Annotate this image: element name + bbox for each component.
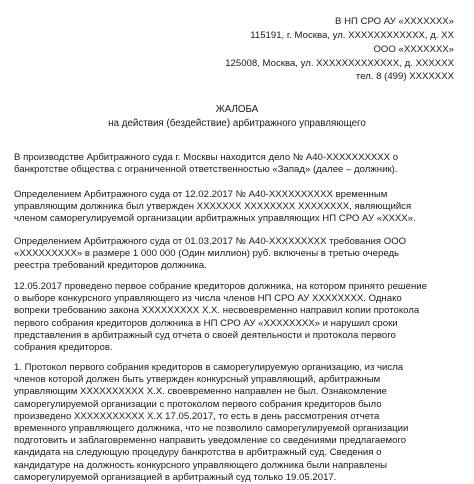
text-line: кандидата на следующую процедуру банкротства в арбитражный суд. Сведения о <box>14 447 382 459</box>
paragraph-appointment <box>14 189 460 226</box>
text-line: управляющим должника был утвержден ХХХХХХХ ХХХХХХХХ ХХХХХХХХ, являющийся <box>14 201 412 213</box>
text-line: собрания кредиторов. <box>14 342 113 354</box>
paragraph-claims <box>14 236 460 273</box>
text-line: членом саморегулируемой организации арбитражных управляющих НП СРО АУ «ХХХХ». <box>14 213 416 225</box>
text-line: представления в арбитражный суд отчета о своей деятельности и протокола первого <box>14 329 396 341</box>
text-line: банкротстве общества с ограниченной ответственностью «Запад» (далее – должник). <box>14 164 398 176</box>
text-line: 1. Протокол первого собрания кредиторов в саморегулируемую организацию, из числа <box>14 362 404 373</box>
text-line: саморегулируемой организации с протоколом первого собрания кредиторов было <box>14 398 382 410</box>
text-line: Определением Арбитражного суда от 01.03.2017 № А40-ХХХХХХХХХ требования ООО <box>14 236 407 247</box>
addressee-address-line: 115191, г. Москва, ул. ХХХХХХХХХХХХ, д. ХХ <box>250 30 454 41</box>
text-line: кандидатуре на должность конкурсного управляющего должника были направлены <box>14 459 388 471</box>
text-line-with-cursor <box>14 411 460 423</box>
paragraph-case-info <box>14 152 460 176</box>
paragraph-point-1 <box>14 362 460 484</box>
text-line: саморегулируемой организацией в арбитражный суд только 19.05.2017. <box>14 471 337 483</box>
text-segment: произведено ХХХХХХХХХХХ Х.Х 17.05.2017, то есть в день рассмотрения отчета <box>14 410 380 422</box>
text-line: временного управляющего должника, что не позволило саморегулируемой организации <box>14 423 409 435</box>
text-line: первого собрания кредиторов должника в НП СРО АУ «ХХХХХХХХ» и нарушил сроки <box>14 317 398 329</box>
text-line: В производстве Арбитражного суда г. Москвы находится дело № А40-ХХХХХХХХХХ о <box>14 152 399 163</box>
addressee-line: В НП СРО АУ «ХХХХХХХ» <box>335 16 454 27</box>
text-line: «ХХХХХХХХХ» в размере 1 000 000 (Один миллион) руб. включены в третью очередь <box>14 248 400 260</box>
text-line: реестра требований кредиторов должника. <box>14 260 207 272</box>
text-line: подготовить и заблаговременно направить уведомление со сведениями предлагаемого <box>14 435 407 447</box>
sender-address-line: 125008, Москва, ул. ХХХХХХХХХХХХХ, д. ХХХХХХ <box>225 58 454 69</box>
paragraph-creditors-meeting <box>14 281 460 354</box>
text-line: вопреки требованию закона ХХХХХХХХХ Х.Х. несвоевременно направил копии протокола <box>14 305 420 317</box>
text-line: управляющим ХХХХХХХХХХ Х.Х. своевременно направлен не был. Ознакомление <box>14 386 387 398</box>
document-title: ЖАЛОБА <box>215 104 259 115</box>
sender-line: ООО «ХХХХХХХ» <box>373 44 454 55</box>
document-subtitle: на действия (бездействие) арбитражного управляющего <box>108 118 366 129</box>
text-line: членов которой должен быть утвержден конкурсный управляющий, арбитражным <box>14 374 381 386</box>
text-line: 12.05.2017 проведено первое собрание кредиторов должника, на котором принято решение <box>14 281 427 292</box>
text-line: о выборе конкурсного управляющего из числа членов НП СРО АУ ХХХХХХХХ. Однако <box>14 293 402 305</box>
text-line: Определением Арбитражного суда от 12.02.2017 № А40-ХХХХХХХХХХ временным <box>14 189 388 200</box>
sender-phone-line: тел. 8 (499) ХХХХХХХ <box>355 71 454 82</box>
